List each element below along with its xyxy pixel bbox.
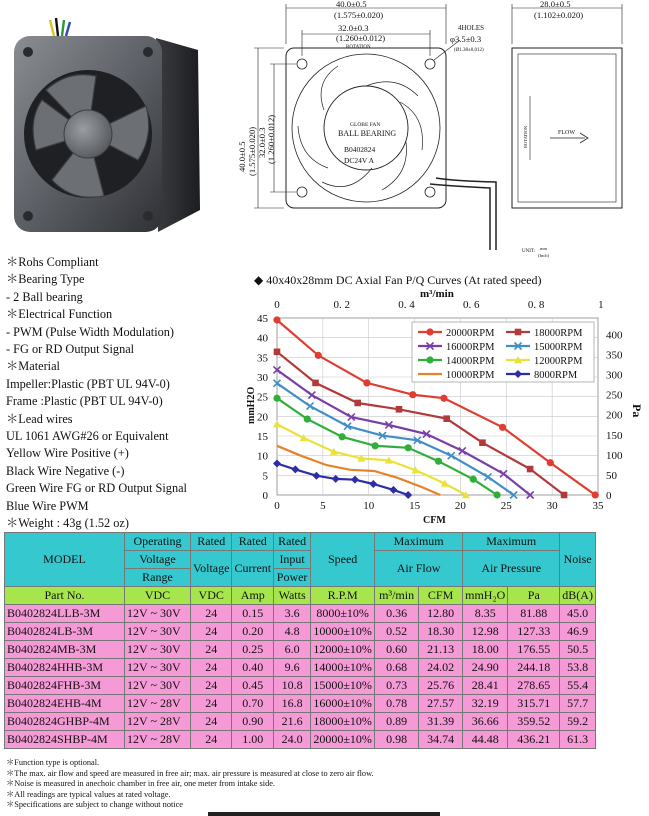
data-point <box>274 349 281 356</box>
label-bearing: BALL BEARING <box>338 129 397 138</box>
table-cell: 31.39 <box>419 713 463 731</box>
y-axis-label: mmH2O <box>246 386 257 424</box>
feature-list <box>6 254 246 533</box>
table-cell: 12V ~ 30V <box>125 641 191 659</box>
data-point <box>304 415 311 422</box>
table-cell: 10000±10% <box>311 623 375 641</box>
table-cell: 12V ~ 30V <box>125 605 191 623</box>
table-row <box>5 623 596 641</box>
table-cell: 0.25 <box>232 641 274 659</box>
table-cell: 0.70 <box>232 695 274 713</box>
note-line: ＊Specifications are subject to change without notice <box>6 800 183 810</box>
table-cell: 0.36 <box>375 605 419 623</box>
x-tick-label: 15 <box>409 500 421 512</box>
table-cell: 9.6 <box>274 659 311 677</box>
feature-line: - PWM (Pulse Width Modulation) <box>6 324 175 339</box>
top-tick-label: 0. 8 <box>527 299 545 311</box>
table-cell: 24.02 <box>419 659 463 677</box>
part-number-cell: B0402824LB-3M <box>5 623 125 641</box>
table-cell: 12V ~ 30V <box>125 677 191 695</box>
table-cell: 8.35 <box>463 605 508 623</box>
table-cell: 24 <box>191 623 232 641</box>
data-point <box>494 491 501 498</box>
unit-cell: dB(A) <box>560 587 596 605</box>
data-point <box>440 395 447 402</box>
table-cell: 0.40 <box>232 659 274 677</box>
legend-label: 16000RPM <box>446 342 495 353</box>
table-cell: 12000±10% <box>311 641 375 659</box>
table-cell: 12V ~ 30V <box>125 623 191 641</box>
data-point <box>499 424 506 431</box>
feature-line: - 2 Ball bearing <box>6 289 83 304</box>
rotation-side-label: ROTATION <box>523 125 528 148</box>
holes-dia: φ3.5±0.3 <box>450 34 482 44</box>
table-header-row <box>5 533 596 551</box>
table-cell: 24 <box>191 641 232 659</box>
table-cell: 0.45 <box>232 677 274 695</box>
table-cell: 0.73 <box>375 677 419 695</box>
part-number-cell: B0402824HHB-3M <box>5 659 125 677</box>
table-cell: 34.74 <box>419 731 463 749</box>
table-cell: 359.52 <box>508 713 560 731</box>
y-tick-label: 15 <box>257 431 268 443</box>
table-units-row <box>5 587 596 605</box>
table-cell: 81.88 <box>508 605 560 623</box>
part-number-cell: B0402824GHBP-4M <box>5 713 125 731</box>
table-cell: 20000±10% <box>311 731 375 749</box>
table-cell: 46.9 <box>560 623 596 641</box>
part-number-cell: B0402824LLB-3M <box>5 605 125 623</box>
data-point <box>426 328 433 335</box>
dim-hole-spacing: 32.0±0.3 <box>338 23 369 33</box>
legend-label: 12000RPM <box>534 356 583 367</box>
feature-line: - FG or RD Output Signal <box>6 342 135 357</box>
y-right-tick-label: 200 <box>606 409 623 422</box>
table-row <box>5 659 596 677</box>
table-cell: 0.68 <box>375 659 419 677</box>
data-point <box>435 458 442 465</box>
table-cell: 16.8 <box>274 695 311 713</box>
y-right-tick-label: 50 <box>606 469 617 482</box>
feature-line: UL 1061 AWG#26 or Equivalent <box>6 429 169 444</box>
table-cell: 0.89 <box>375 713 419 731</box>
table-cell: 244.18 <box>508 659 560 677</box>
table-cell: 28.41 <box>463 677 508 695</box>
rotation-label: ROTATION <box>346 45 371 50</box>
x-tick-label: 10 <box>363 500 375 512</box>
unit-cell: Watts <box>274 587 311 605</box>
table-cell: 44.48 <box>463 731 508 749</box>
table-cell: 0.15 <box>232 605 274 623</box>
header-rated-voltage-1: Rated <box>191 533 232 551</box>
holes-label: 4HOLES <box>458 24 485 32</box>
data-point <box>315 352 322 359</box>
header-pressure-2: Air Pressure <box>463 551 560 587</box>
label-brand: GLOBE FAN <box>350 122 381 128</box>
table-cell: 24 <box>191 677 232 695</box>
unit-cell: CFM <box>419 587 463 605</box>
feature-line: ＊Weight : 43g (1.52 oz) <box>6 516 129 531</box>
table-cell: 18000±10% <box>311 713 375 731</box>
feature-line: Blue Wire PWM <box>6 498 89 513</box>
feature-line: Frame :Plastic (PBT UL 94V-0) <box>6 394 163 409</box>
note-line: ＊Noise is measured in anechoic chamber in free air, one meter from intake side. <box>6 779 275 789</box>
header-rated-voltage-2: Voltage <box>191 551 232 587</box>
header-op-voltage-3: Range <box>125 569 191 587</box>
y-right-tick-label: 350 <box>606 349 623 362</box>
feature-line: ＊Lead wires <box>6 411 73 426</box>
table-cell: 0.52 <box>375 623 419 641</box>
unit-cell: VDC <box>125 587 191 605</box>
data-point <box>479 439 486 446</box>
table-cell: 6.0 <box>274 641 311 659</box>
dim-height-inch: (1.575±0.020) <box>247 126 257 176</box>
y-right-axis-label: Pa <box>630 404 644 418</box>
table-row <box>5 713 596 731</box>
table-cell: 50.5 <box>560 641 596 659</box>
header-rated-current-1: Rated <box>232 533 274 551</box>
header-airflow-1: Maximum <box>375 533 463 551</box>
table-cell: 55.4 <box>560 677 596 695</box>
dim-height: 40.0±0.5 <box>237 141 247 172</box>
header-op-voltage-2: Voltage <box>125 551 191 569</box>
top-tick-label: 0. 4 <box>398 299 415 311</box>
table-cell: 59.2 <box>560 713 596 731</box>
table-cell: 24 <box>191 659 232 677</box>
table-cell: 278.65 <box>508 677 560 695</box>
table-cell: 24 <box>191 695 232 713</box>
y-tick-label: 45 <box>257 313 268 325</box>
y-tick-label: 0 <box>262 490 268 502</box>
x-axis-label: CFM <box>423 515 446 526</box>
header-model: MODEL <box>5 533 125 587</box>
unit-cell: R.P.M <box>311 587 375 605</box>
feature-line: ＊Rohs Compliant <box>6 255 99 269</box>
y-right-tick-label: 250 <box>606 389 623 402</box>
y-right-tick-label: 400 <box>606 329 623 342</box>
feature-line: Black Wire Negative (-) <box>6 463 125 478</box>
legend-label: 20000RPM <box>446 328 495 339</box>
table-cell: 12V ~ 28V <box>125 695 191 713</box>
data-point <box>273 316 280 323</box>
table-cell: 0.90 <box>232 713 274 731</box>
data-point <box>273 395 280 402</box>
note-line: ＊Function type is optional. <box>6 758 100 767</box>
y-tick-label: 20 <box>257 411 268 424</box>
dim-vert-spacing: 32.0±0.3 <box>257 127 267 158</box>
unit-cell: Pa <box>508 587 560 605</box>
y-right-tick-label: 150 <box>606 429 623 442</box>
bottom-bar <box>208 812 440 816</box>
legend-label: 18000RPM <box>534 328 583 339</box>
table-cell: 25.76 <box>419 677 463 695</box>
unit-cell: mmH₂O <box>463 587 508 605</box>
pq-curve-chart <box>240 268 645 530</box>
dim-width-inch: (1.575±0.020) <box>334 10 384 20</box>
dim-vert-spacing-inch: (1.260±0.012) <box>266 114 276 164</box>
data-point <box>515 329 522 336</box>
table-cell: 436.21 <box>508 731 560 749</box>
dim-width: 40.0±0.5 <box>336 0 367 9</box>
feature-line: ＊Material <box>6 359 60 374</box>
table-cell: 24 <box>191 605 232 623</box>
table-cell: 21.13 <box>419 641 463 659</box>
table-row <box>5 695 596 713</box>
part-number-cell: B0402824EHB-4M <box>5 695 125 713</box>
y-tick-label: 10 <box>257 450 268 463</box>
data-point <box>470 476 477 483</box>
label-model: B0402824 <box>344 145 376 154</box>
note-line: ＊All readings are typical values at rated voltage. <box>6 789 171 799</box>
y-right-tick-label: 300 <box>606 369 623 382</box>
legend-label: 14000RPM <box>446 356 495 367</box>
feature-line: Yellow Wire Positive (+) <box>6 446 129 461</box>
holes-dia-inch: (Ø1.38±0.012) <box>454 48 484 53</box>
unit-mm: mm <box>540 246 548 251</box>
feature-line: ＊Bearing Type <box>6 272 85 287</box>
y-tick-label: 25 <box>257 391 268 404</box>
x-tick-label: 5 <box>320 500 326 512</box>
header-rated-power-3: Power <box>274 569 311 587</box>
data-point <box>372 442 379 449</box>
flow-label: FLOW <box>558 130 575 136</box>
table-cell: 127.33 <box>508 623 560 641</box>
table-cell: 8000±10% <box>311 605 375 623</box>
y-tick-label: 30 <box>257 372 268 384</box>
header-rated-current-2: Current <box>232 551 274 587</box>
dimension-drawing <box>237 0 645 262</box>
table-cell: 24.90 <box>463 659 508 677</box>
feature-line: Green Wire FG or RD Output Signal <box>6 481 187 496</box>
table-row <box>5 677 596 695</box>
table-cell: 18.00 <box>463 641 508 659</box>
unit-label: UNIT: <box>522 249 536 254</box>
table-cell: 12V ~ 28V <box>125 713 191 731</box>
fan-photo <box>6 10 204 238</box>
x-tick-label: 30 <box>546 500 558 512</box>
data-point <box>409 391 416 398</box>
table-cell: 15000±10% <box>311 677 375 695</box>
part-number-cell: B0402824SHBP-4M <box>5 731 125 749</box>
data-point <box>339 433 346 440</box>
y-right-tick-label: 100 <box>606 449 623 462</box>
table-cell: 176.55 <box>508 641 560 659</box>
table-cell: 0.20 <box>232 623 274 641</box>
data-point <box>354 400 361 407</box>
y-tick-label: 35 <box>257 352 268 365</box>
top-axis-label: m³/min <box>420 288 454 300</box>
data-point <box>561 492 568 499</box>
y-tick-label: 5 <box>262 470 268 483</box>
header-speed: Speed <box>311 533 375 587</box>
notes <box>6 758 374 811</box>
header-noise: Noise <box>560 533 596 587</box>
table-cell: 14000±10% <box>311 659 375 677</box>
table-cell: 53.8 <box>560 659 596 677</box>
dim-depth: 28.0±0.5 <box>540 0 571 9</box>
table-cell: 12V ~ 28V <box>125 731 191 749</box>
table-row <box>5 605 596 623</box>
data-point <box>396 406 403 413</box>
top-tick-label: 1 <box>598 299 604 311</box>
top-tick-label: 0. 6 <box>463 299 480 311</box>
table-cell: 32.19 <box>463 695 508 713</box>
chart-title: ◆ 40x40x28mm DC Axial Fan P/Q Curves (At rated speed) <box>254 273 542 287</box>
table-cell: 24 <box>191 713 232 731</box>
table-cell: 36.66 <box>463 713 508 731</box>
legend-label: 15000RPM <box>534 342 583 353</box>
data-point <box>592 491 599 498</box>
header-airflow-2: Air Flow <box>375 551 463 587</box>
table-cell: 0.78 <box>375 695 419 713</box>
header-pressure-1: Maximum <box>463 533 560 551</box>
note-line: ＊The max. air flow and speed are measured in free air; max. air pressure is measured at close to zero air flow. <box>6 768 374 778</box>
unit-cell: VDC <box>191 587 232 605</box>
table-cell: 45.0 <box>560 605 596 623</box>
unit-cell: Part No. <box>5 587 125 605</box>
data-point <box>426 356 433 363</box>
table-cell: 12.98 <box>463 623 508 641</box>
feature-line: Impeller:Plastic (PBT UL 94V-0) <box>6 376 170 391</box>
table-cell: 12.80 <box>419 605 463 623</box>
spec-table <box>4 532 596 749</box>
table-cell: 21.6 <box>274 713 311 731</box>
top-tick-label: 0. 2 <box>333 299 351 311</box>
data-point <box>527 466 534 473</box>
data-point <box>312 380 319 387</box>
table-row <box>5 731 596 749</box>
table-cell: 1.00 <box>232 731 274 749</box>
chart-legend <box>412 322 594 382</box>
x-tick-label: 0 <box>274 500 280 512</box>
table-cell: 27.57 <box>419 695 463 713</box>
table-cell: 24 <box>191 731 232 749</box>
table-cell: 12V ~ 30V <box>125 659 191 677</box>
dim-depth-inch: (1.102±0.020) <box>534 10 584 20</box>
header-op-voltage-1: Operating <box>125 533 191 551</box>
unit-inch: (Inch) <box>538 253 549 258</box>
header-rated-power-1: Rated <box>274 533 311 551</box>
label-voltage: DC24V A <box>344 156 375 165</box>
x-tick-label: 20 <box>454 500 466 512</box>
table-cell: 24.0 <box>274 731 311 749</box>
unit-cell: m³/min <box>375 587 419 605</box>
table-cell: 0.60 <box>375 641 419 659</box>
data-point <box>363 379 370 386</box>
data-point <box>405 444 412 451</box>
part-number-cell: B0402824MB-3M <box>5 641 125 659</box>
y-tick-label: 40 <box>257 332 268 345</box>
table-cell: 4.8 <box>274 623 311 641</box>
part-number-cell: B0402824FHB-3M <box>5 677 125 695</box>
x-tick-label: 35 <box>592 500 604 512</box>
x-tick-label: 25 <box>500 500 512 512</box>
table-cell: 315.71 <box>508 695 560 713</box>
table-cell: 10.8 <box>274 677 311 695</box>
legend-label: 10000RPM <box>446 370 495 381</box>
table-cell: 18.30 <box>419 623 463 641</box>
legend-label: 8000RPM <box>534 370 578 381</box>
feature-line: ＊Electrical Function <box>6 307 113 322</box>
header-rated-power-2: Input <box>274 551 311 569</box>
dim-hole-spacing-inch: (1.260±0.012) <box>336 33 386 43</box>
data-point <box>547 459 554 466</box>
table-cell: 16000±10% <box>311 695 375 713</box>
spec-table-body <box>5 605 596 749</box>
table-cell: 0.98 <box>375 731 419 749</box>
table-cell: 57.7 <box>560 695 596 713</box>
y-right-tick-label: 0 <box>606 490 612 502</box>
data-point <box>443 415 450 422</box>
unit-cell: Amp <box>232 587 274 605</box>
top-tick-label: 0 <box>274 299 280 311</box>
table-cell: 61.3 <box>560 731 596 749</box>
table-cell: 3.6 <box>274 605 311 623</box>
table-row <box>5 641 596 659</box>
